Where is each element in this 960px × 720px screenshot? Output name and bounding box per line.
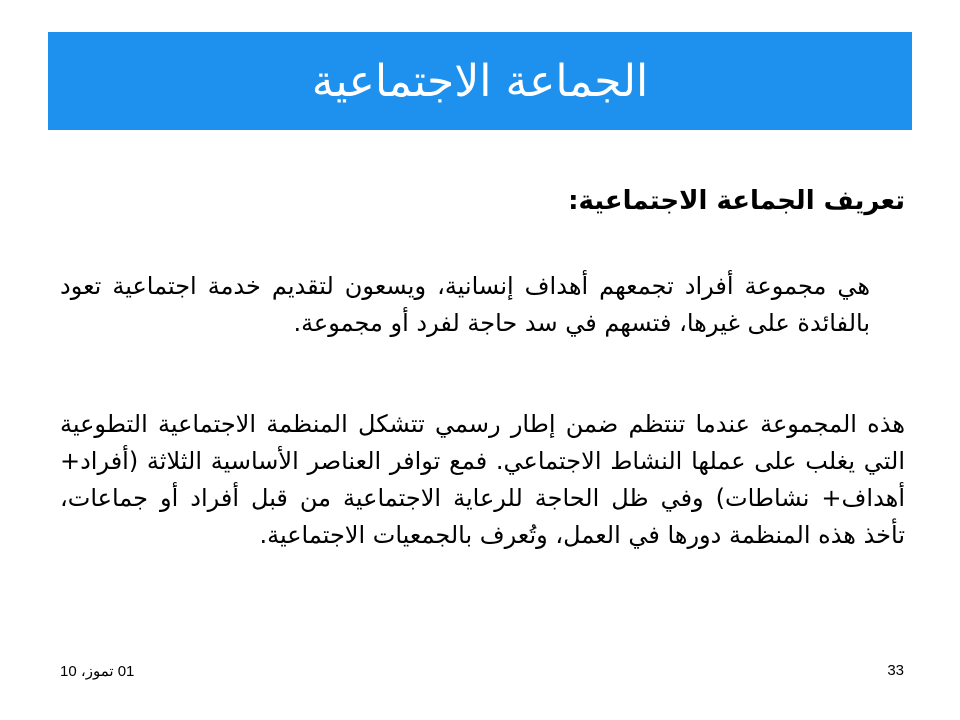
slide-title: الجماعة الاجتماعية: [311, 55, 649, 107]
footer-date: 01 تموز، 10: [60, 663, 135, 680]
slide-title-bar: [48, 32, 912, 130]
page-number: 33: [887, 662, 904, 679]
organization-paragraph: هذه المجموعة عندما تنتظم ضمن إطار رسمي تتشكل المنظمة الاجتماعية التطوعية التي يغلب على عملها النشاط الاجتماعي. فمع توافر العناصر الأساسية الثلاثة (أفراد+ أهداف+ نشاطات) وفي ظل الحاجة للرعاية الاجتماعية من قبل أفراد أو جماعات، تأخذ هذه المنظمة دورها في العمل، وتُعرف بالجمعيات الاجتماعية.: [60, 410, 905, 549]
definition-paragraph: هي مجموعة أفراد تجمعهم أهداف إنسانية، ويسعون لتقديم خدمة اجتماعية تعود بالفائدة على غيرها، فتسهم في سد حاجة لفرد أو مجموعة.: [60, 272, 870, 337]
section-heading: تعريف الجماعة الاجتماعية:: [568, 186, 905, 216]
